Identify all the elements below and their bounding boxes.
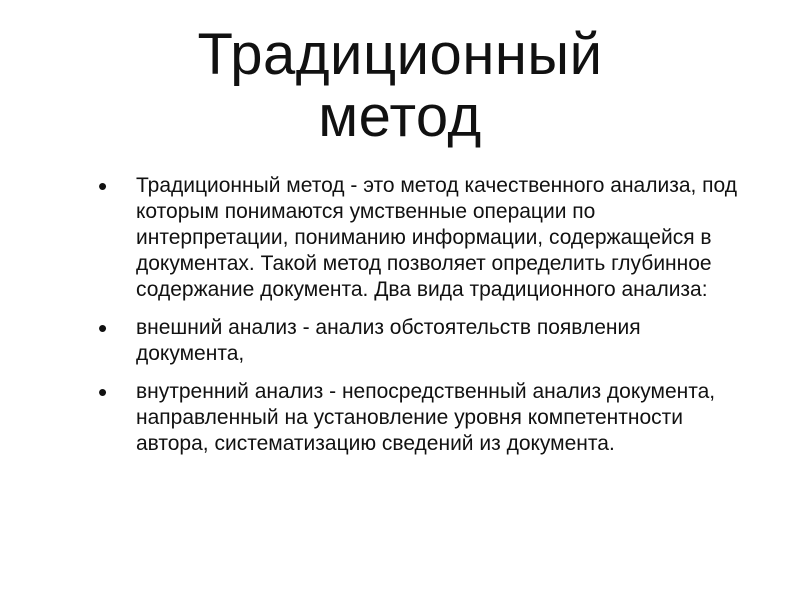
bullet-text: внешний анализ - анализ обстоятельств появления документа, — [136, 316, 641, 365]
title-line-2: метод — [318, 84, 482, 149]
bullet-item-external-analysis — [98, 315, 738, 367]
bullet-dot-icon: • — [98, 377, 108, 407]
bullet-text: внутренний анализ - непосредственный анализ документа, направленный на установление уровня компетентности автора, систематизацию сведений из документа. — [136, 380, 716, 455]
bullet-dot-icon: • — [98, 171, 108, 201]
bullet-item-internal-analysis — [98, 379, 738, 457]
bullet-dot-icon: • — [98, 313, 108, 343]
slide-title — [0, 24, 800, 148]
title-line-1: Традиционный — [197, 22, 603, 87]
bullet-list — [98, 173, 738, 469]
bullet-text: Традиционный метод - это метод качественного анализа, под которым понимаются умственные операции по интерпретации, пониманию информации, содержащейся в документах. Такой метод позволяет определить глубинное содержание документа. Два вида традиционного анализа: — [136, 174, 738, 301]
bullet-item-definition — [98, 173, 738, 303]
